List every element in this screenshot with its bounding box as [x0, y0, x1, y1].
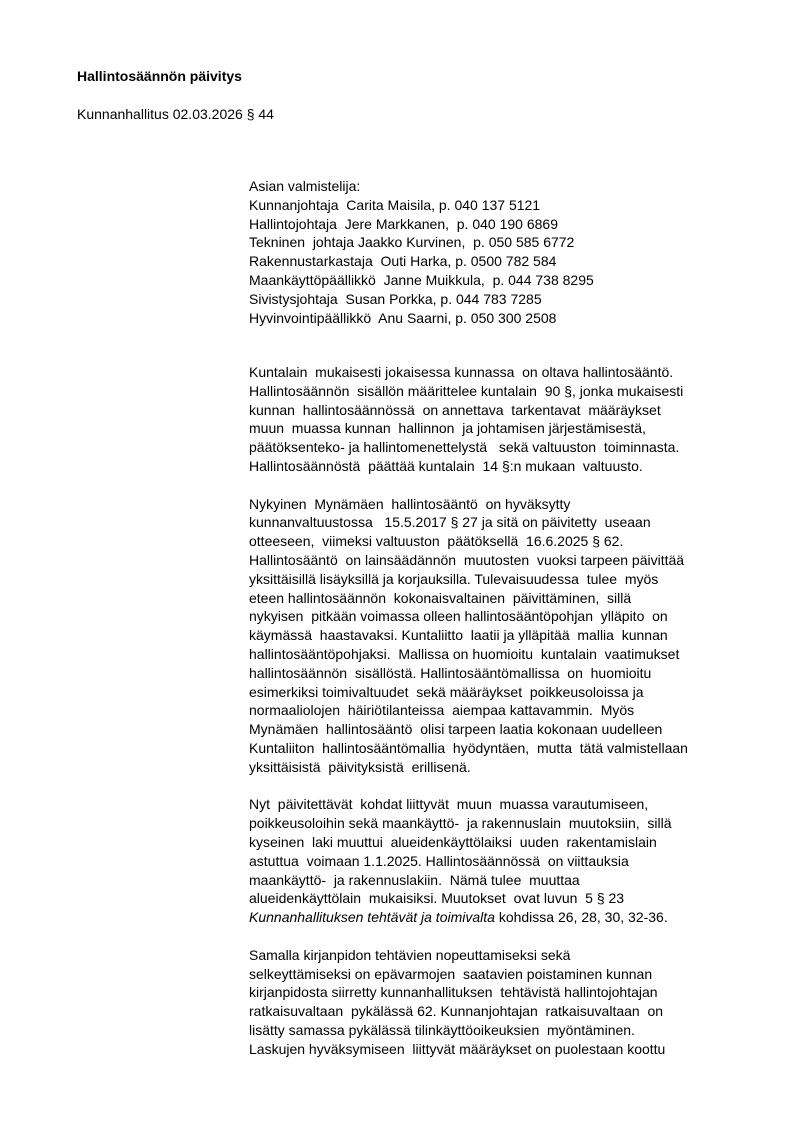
preparer-line: Sivistysjohtaja Susan Porkka, p. 044 783 7285 [249, 290, 542, 307]
text-line: päätöksenteko- ja hallintomenettelystä sekä valtuuston toiminnasta. [249, 439, 680, 456]
text-line: käymässä haastavaksi. Kuntaliitto laatii ja ylläpitää mallia kunnan [249, 627, 668, 644]
text-line: eteen hallintosäännön kokonaisvaltainen päivittäminen, sillä [249, 589, 632, 606]
text-line: Hallintosäännön sisällön määrittelee kuntalain 90 §, jonka mukaisesti [249, 382, 684, 399]
text-line: yksittäisillä lisäyksillä ja korjauksilla. Tulevaisuudessa tulee myös [249, 570, 659, 587]
paragraph-gap [249, 927, 769, 946]
text-line: hallintosääntöpohjaksi. Mallissa on huomioitu kuntalain vaatimukset [249, 645, 680, 662]
text-line: Kuntaliiton hallintosääntömallia hyödyntäen, mutta tätä valmistellaan [249, 739, 688, 756]
preparers-heading: Asian valmistelija: [249, 178, 361, 194]
section-items: kohdissa 26, 28, 30, 32-36. [494, 909, 668, 926]
text-line: Samalla kirjanpidon tehtävien nopeuttamiseksi sekä [249, 946, 571, 963]
text-line: selkeyttämiseksi on epävarmojen saatavien poistaminen kunnan [249, 965, 653, 982]
text-line: poikkeusoloihin sekä maankäyttö- ja rakennuslain muutoksiin, sillä [249, 815, 672, 832]
paragraph [249, 946, 769, 1059]
text-line: Mynämäen hallintosääntö olisi tarpeen laatia kokonaan uudelleen [249, 721, 663, 738]
text-line: kunnanvaltuustossa 15.5.2017 § 27 ja sitä on päivitetty useaan [249, 514, 651, 531]
paragraph [249, 795, 769, 927]
text-line: Kuntalain mukaisesti jokaisessa kunnassa on oltava hallintosääntö. [249, 364, 674, 380]
text-line: Nykyinen Mynämäen hallintosääntö on hyväksytty [249, 495, 571, 512]
text-line: lisätty samassa pykälässä tilinkäyttöoikeuksien myöntäminen. [249, 1021, 635, 1038]
text-line: esimerkiksi toimivaltuudet sekä määräykset poikkeusoloissa ja [249, 683, 644, 700]
text-line: yksittäisistä päivityksistä erillisenä. [249, 758, 471, 775]
body-text [249, 363, 769, 1058]
preparer-line: Kunnanjohtaja Carita Maisila, p. 040 137 5121 [249, 196, 541, 213]
preparer-line: Rakennustarkastaja Outi Harka, p. 0500 782 584 [249, 253, 557, 270]
preparer-line: Hyvinvointipäällikkö Anu Saarni, p. 050 300 2508 [249, 309, 557, 326]
text-line: Laskujen hyväksymiseen liittyvät määräykset on puolestaan koottu [249, 1040, 666, 1057]
paragraph-gap [249, 476, 769, 495]
text-line [249, 908, 769, 927]
text-line: maankäyttö- ja rakennuslakiin. Nämä tulee muuttaa [249, 871, 580, 888]
text-line: normaaliolojen häiriötilanteissa aiempaa kattavammin. Myös [249, 702, 635, 719]
text-line: muun muassa kunnan hallinnon ja johtamisen järjestämisestä, [249, 420, 646, 437]
text-line: kirjanpidosta siirretty kunnanhallituksen tehtävistä hallintojohtajan [249, 984, 658, 1001]
text-line: Hallintosääntö on lainsäädännön muutosten vuoksi tarpeen päivittää [249, 551, 685, 568]
document-title: Hallintosäännön päivitys [77, 68, 242, 84]
paragraph [249, 495, 769, 777]
italic-section-title: Kunnanhallituksen tehtävät ja toimivalta [249, 909, 495, 926]
text-line: ratkaisuvaltaan pykälässä 62. Kunnanjohtajan ratkaisuvaltaan on [249, 1003, 664, 1020]
text-line: Hallintosäännöstä päättää kuntalain 14 §:n mukaan valtuusto. [249, 457, 643, 474]
text-line: kyseinen laki muuttui alueidenkäyttölaiksi uuden rakentamislain [249, 833, 657, 850]
paragraph-gap [249, 777, 769, 796]
preparer-line: Maankäyttöpäällikkö Janne Muikkula, p. 044 738 8295 [249, 271, 594, 288]
text-line: alueidenkäyttölain mukaisiksi. Muutokset ovat luvun 5 § 23 [249, 890, 625, 907]
preparer-line: Hallintojohtaja Jere Markkanen, p. 040 190 6869 [249, 215, 558, 232]
text-line: astuttua voimaan 1.1.2025. Hallintosäännössä on viittauksia [249, 852, 629, 869]
text-line: nykyisen pitkään voimassa olleen hallintosääntöpohjan ylläpito on [249, 608, 668, 625]
preparer-line: Tekninen johtaja Jaakko Kurvinen, p. 050 585 6772 [249, 234, 575, 251]
meeting-reference: Kunnanhallitus 02.03.2026 § 44 [77, 106, 274, 122]
text-line: otteeseen, viimeksi valtuuston päätöksellä 16.6.2025 § 62. [249, 533, 624, 550]
text-line: Nyt päivitettävät kohdat liittyvät muun muassa varautumiseen, [249, 796, 649, 813]
text-line: kunnan hallintosäännössä on annettava tarkentavat määräykset [249, 401, 661, 418]
text-line: hallintosäännön sisällöstä. Hallintosääntömallissa on huomioitu [249, 664, 652, 681]
paragraph [249, 363, 769, 476]
preparers-block [249, 177, 769, 327]
